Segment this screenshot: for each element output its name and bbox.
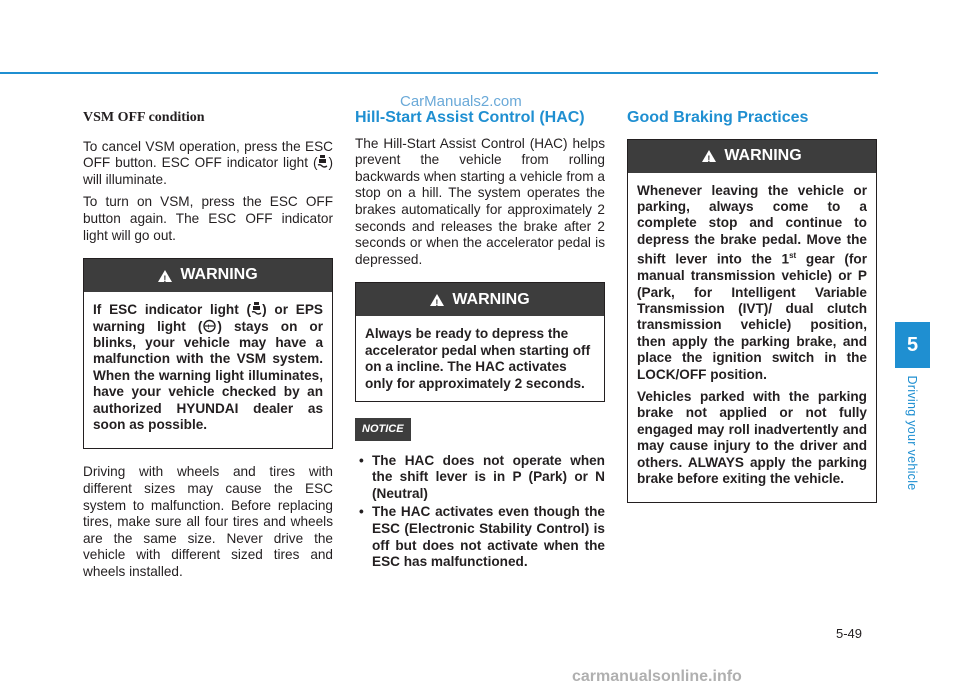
warning-header bbox=[356, 283, 604, 316]
warning-body: If ESC indicator light ( ) or EPS warning light ( ! ) stays on or blinks, your vehicle may have a malfunction with the VSM system. When the warning light illuminates, have your vehicle checked by an authorized HYUNDAI dealer as soon as possible. bbox=[93, 302, 324, 432]
braking-title: Good Braking Practices bbox=[627, 109, 809, 126]
watermark-bottom: carmanualsonline.info bbox=[572, 668, 742, 685]
watermark-top: CarManuals2.com bbox=[400, 93, 522, 110]
warning-header bbox=[84, 259, 332, 292]
chapter-tab: 5 bbox=[895, 322, 930, 368]
warning-title: WARNING bbox=[180, 266, 258, 284]
hac-title: Hill-Start Assist Control (HAC) bbox=[355, 109, 585, 126]
warning-triangle-icon bbox=[158, 270, 172, 282]
hac-notice-list bbox=[355, 453, 605, 571]
tire-size-paragraph: Driving with wheels and tires with different sizes may cause the ESC system to malfunction. Before replacing tires, make sure all four tires and wheels are the same size. Never drive the vehicle with different sized tires and wheels installed. bbox=[83, 464, 333, 579]
braking-warning-p1: Whenever leaving the vehicle or parking, always come to a complete stop and continue to depress the brake pedal. Move the shift lever into the 1st gear (for manual transmission vehicle) or P (Park, for Intelligent Variable Transmission (IVT)/ dual clutch transmission vehicle) position, then apply the parking brake, and place the ignition switch in the LOCK/OFF position. bbox=[637, 182, 867, 382]
column-1 bbox=[83, 110, 333, 587]
vsm-cancel-paragraph: To cancel VSM operation, press the ESC OFF button. ESC OFF indicator light ( ) will illuminate. bbox=[83, 138, 333, 187]
esc-indicator-icon bbox=[251, 302, 262, 316]
page-number: 5-49 bbox=[836, 626, 863, 641]
list-item: • The HAC does not operate when the shift lever is in P (Park) or N (Neutral) bbox=[355, 453, 605, 503]
warning-title: WARNING bbox=[452, 290, 530, 308]
hac-paragraph: The Hill-Start Assist Control (HAC) helps prevent the vehicle from rolling backwards when starting a vehicle from a stop on a hill. The system operates the brakes automatically for approximately 2 seconds and releases the brake after 2 seconds or when the accelerator pedal is depressed. bbox=[355, 135, 605, 267]
warning-body: Always be ready to depress the accelerator pedal when starting off on a incline. The HAC activates only for approximately 2 seconds. bbox=[365, 326, 591, 391]
warning-header bbox=[628, 140, 876, 173]
warning-triangle-icon bbox=[702, 150, 716, 162]
warning-title: WARNING bbox=[724, 146, 802, 164]
eps-warning-icon bbox=[202, 319, 217, 333]
header-rule bbox=[0, 72, 878, 74]
esc-indicator-icon bbox=[317, 155, 328, 169]
vsm-off-subheading: VSM OFF condition bbox=[83, 110, 205, 125]
notice-label: NOTICE bbox=[355, 418, 411, 441]
braking-warning-p2: Vehicles parked with the parking brake not applied or not fully engaged may roll inadvertently and may cause injury to the driver and others. ALWAYS apply the parking brake before exiting the vehicle. bbox=[637, 389, 867, 487]
svg-text:!: ! bbox=[207, 324, 210, 331]
chapter-title-vertical: Driving your vehicle bbox=[905, 375, 919, 491]
column-3 bbox=[627, 110, 877, 503]
warning-triangle-icon bbox=[430, 294, 444, 306]
vsm-turn-on-paragraph: To turn on VSM, press the ESC OFF button again. The ESC OFF indicator light will go out. bbox=[83, 194, 333, 243]
warning-box-hac bbox=[355, 282, 605, 402]
column-2 bbox=[355, 110, 605, 573]
warning-box-braking bbox=[627, 139, 877, 504]
warning-box-vsm bbox=[83, 258, 333, 449]
warning-body bbox=[628, 173, 876, 503]
list-item: • The HAC activates even though the ESC (Electronic Stability Control) is off but does not activate when the ESC has malfunctioned. bbox=[355, 504, 605, 570]
